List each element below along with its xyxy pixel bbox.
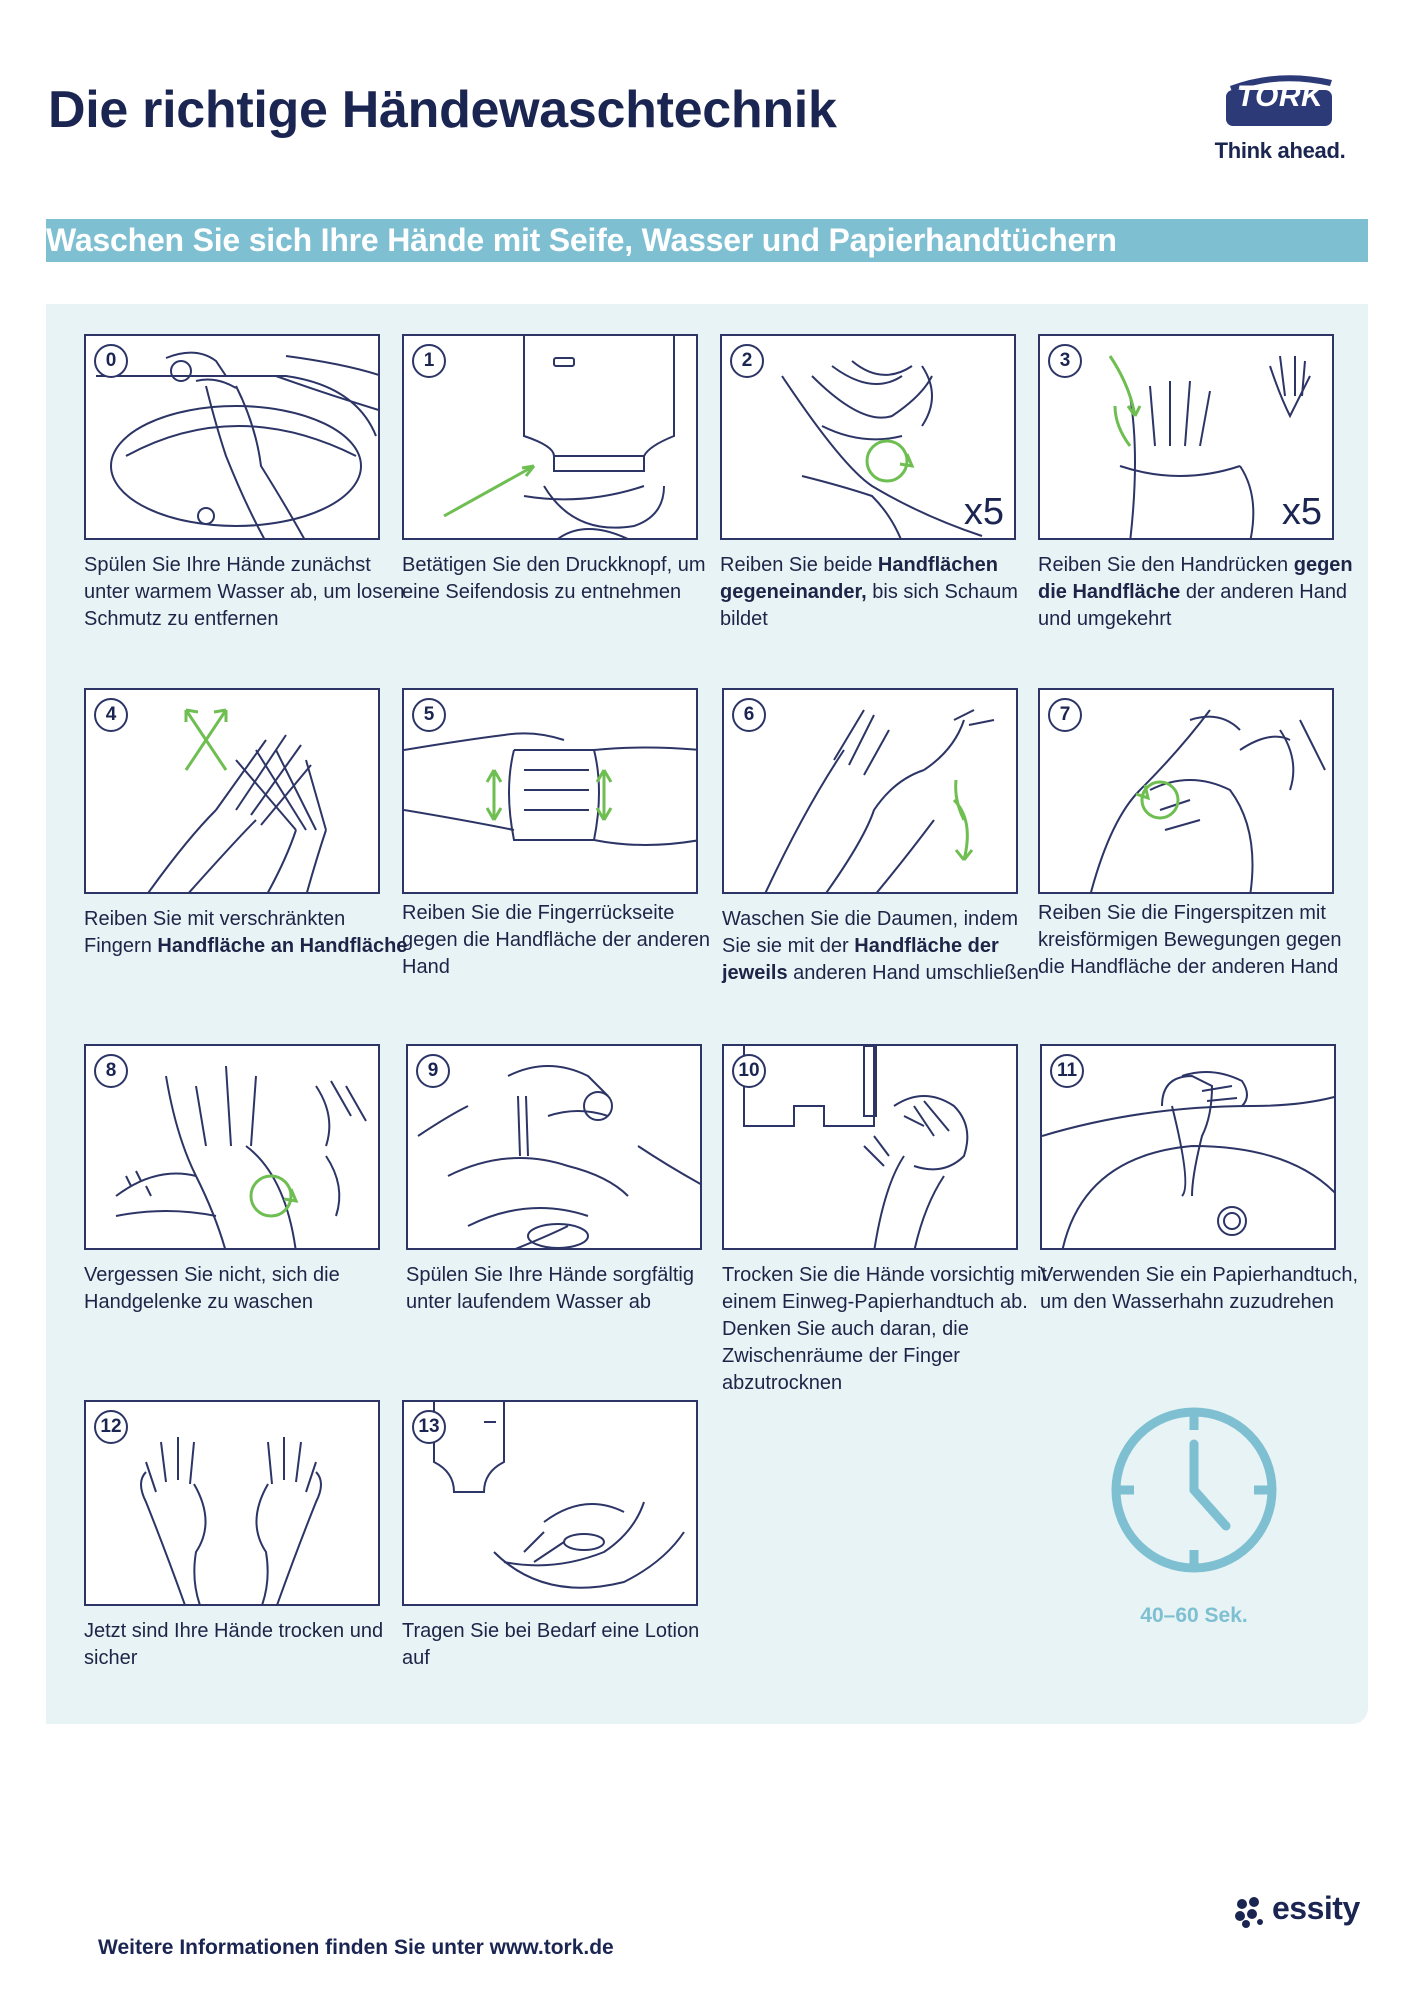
- step-caption: Jetzt sind Ihre Hände trocken und sicher: [84, 1620, 384, 1669]
- step-number: 8: [94, 1054, 128, 1088]
- repeat-count: x5: [1281, 491, 1322, 533]
- tork-logo-text: TORK: [1236, 80, 1324, 113]
- paper-towel-dry-illustration: [724, 1046, 1018, 1250]
- step-number: 10: [732, 1054, 766, 1088]
- step-illustration: [406, 1044, 702, 1250]
- step-caption: Tragen Sie bei Bedarf eine Lotion auf: [402, 1620, 700, 1669]
- essity-logo: [1232, 1890, 1372, 1930]
- caption-text: Reiben Sie mit verschränkten Fingern: [84, 908, 346, 957]
- tagline: Think ahead.: [1214, 138, 1346, 163]
- caption-text: der anderen Hand und umgekehrt: [1038, 581, 1348, 630]
- step-number: 7: [1048, 698, 1082, 732]
- step-illustration: [722, 1044, 1018, 1250]
- step-caption: Vergessen Sie nicht, sich die Handgelenke zu waschen: [84, 1264, 340, 1313]
- repeat-count: x5: [963, 491, 1004, 533]
- step-number: 9: [416, 1054, 450, 1088]
- apply-lotion-illustration: [404, 1402, 698, 1606]
- step-number: 5: [412, 698, 446, 732]
- step-illustration: [1040, 1044, 1336, 1250]
- caption-text: Reiben Sie den Handrücken: [1038, 554, 1289, 576]
- duration-label: 40–60 Sek.: [1140, 1604, 1248, 1627]
- interlaced-fingers-illustration: [86, 690, 380, 894]
- step-caption: [722, 906, 1052, 987]
- step-illustration: [84, 688, 380, 894]
- tork-logo: [1200, 58, 1360, 168]
- caption-text: Waschen Sie die Daumen, indem Sie sie mit der: [722, 908, 1019, 957]
- page-title: Die richtige Händewaschtechnik: [48, 81, 837, 139]
- step-number: 0: [94, 344, 128, 378]
- essity-logo-text: essity: [1272, 1890, 1360, 1926]
- step-caption: Trocken Sie die Hände vorsichtig mit einem Einweg-Papierhandtuch ab. Denken Sie auch daran, die Zwischenräume der Finger abzutrocknen: [722, 1264, 1047, 1394]
- step-illustration: [720, 334, 1016, 540]
- step-caption: Betätigen Sie den Druckknopf, um eine Seifendosis zu entnehmen: [402, 554, 706, 603]
- step-illustration: [402, 1400, 698, 1606]
- caption-bold: Handfläche an Handfläche: [157, 935, 408, 957]
- caption-bold: gegen die Handfläche: [1038, 554, 1353, 603]
- step-illustration: [1038, 334, 1334, 540]
- step-caption: Spülen Sie Ihre Hände sorgfältig unter laufendem Wasser ab: [406, 1264, 694, 1313]
- step-caption: [1038, 552, 1368, 633]
- clock-icon: [1104, 1400, 1284, 1580]
- step-number: 6: [732, 698, 766, 732]
- step-illustration: [84, 334, 380, 540]
- finger-backs-illustration: [404, 690, 698, 894]
- soap-dispenser-illustration: [404, 336, 698, 540]
- step-caption: [84, 906, 414, 960]
- banner-text: Waschen Sie sich Ihre Hände mit Seife, Wasser und Papierhandtüchern: [46, 222, 1117, 258]
- caption-text: Reiben Sie beide: [720, 554, 873, 576]
- step-number: 12: [94, 1410, 128, 1444]
- step-number: 2: [730, 344, 764, 378]
- step-caption: [720, 552, 1050, 633]
- clean-hands-illustration: [86, 1402, 380, 1606]
- step-illustration: [402, 688, 698, 894]
- step-caption: Spülen Sie Ihre Hände zunächst unter warmem Wasser ab, um losen Schmutz zu entfernen: [84, 554, 405, 630]
- step-caption: Reiben Sie die Fingerrückseite gegen die Handfläche der anderen Hand: [402, 902, 711, 978]
- caption-text: anderen Hand umschließen: [793, 962, 1039, 984]
- step-caption: Reiben Sie die Fingerspitzen mit kreisförmigen Bewegungen gegen die Handfläche der anderen Hand: [1038, 902, 1342, 978]
- subtitle-banner: [46, 219, 1368, 262]
- step-number: 4: [94, 698, 128, 732]
- caption-bold: Handfläche der jeweils: [722, 935, 999, 984]
- step-illustration: [84, 1044, 380, 1250]
- wrist-wash-illustration: [86, 1046, 380, 1250]
- turn-off-tap-illustration: [1042, 1046, 1336, 1250]
- step-illustration: [722, 688, 1018, 894]
- rinse-hands-illustration: [86, 336, 380, 540]
- step-caption: Verwenden Sie ein Papierhandtuch, um den Wasserhahn zuzudrehen: [1040, 1264, 1359, 1313]
- rinse-under-water-illustration: [408, 1046, 702, 1250]
- step-number: 11: [1050, 1054, 1084, 1088]
- essity-logo-mark-icon: [1232, 1894, 1268, 1930]
- thumb-wash-illustration: [724, 690, 1018, 894]
- step-number: 13: [412, 1410, 446, 1444]
- step-number: 3: [1048, 344, 1082, 378]
- step-illustration: [1038, 688, 1334, 894]
- fingertips-illustration: [1040, 690, 1334, 894]
- caption-bold: Handflächen gegeneinander,: [720, 554, 998, 603]
- step-illustration: [402, 334, 698, 540]
- footer-info: Weitere Informationen finden Sie unter www.tork.de: [98, 1936, 614, 1959]
- caption-text: bis sich Schaum bildet: [720, 581, 1018, 630]
- step-number: 1: [412, 344, 446, 378]
- step-illustration: [84, 1400, 380, 1606]
